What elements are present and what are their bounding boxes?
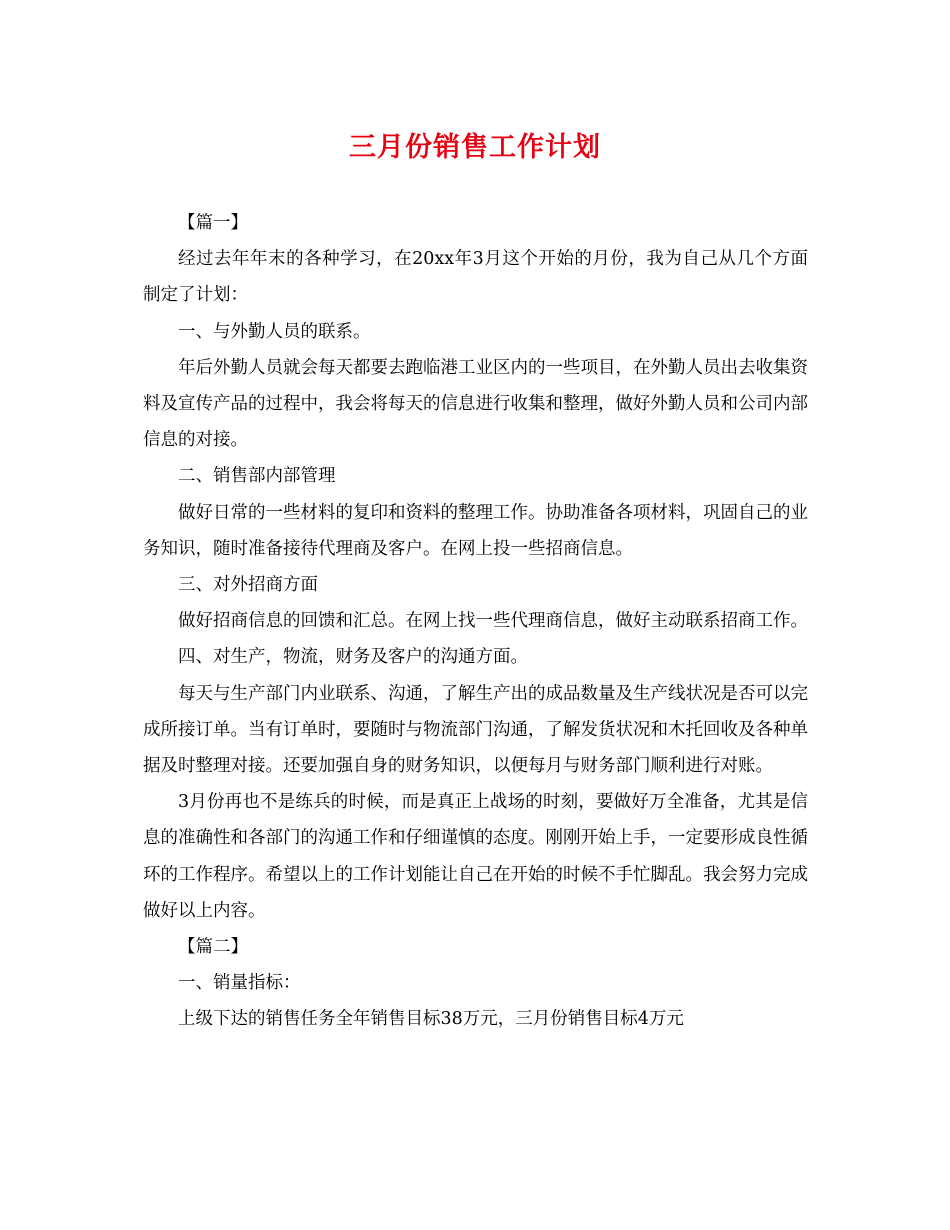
subheading: 三、对外招商方面 <box>178 575 318 596</box>
paragraph: 年后外勤人员就会每天都要去跑临港工业区内的一些项目，在外勤人员出去收集资料及宣传产品的过程中，我会将每天的信息进行收集和整理，做好外勤人员和公司内部信息的对接。 <box>143 357 808 451</box>
paragraph: 每天与生产部门内业联系、沟通，了解生产出的成品数量及生产线状况是否可以完成所接订单。当有订单时，要随时与物流部门沟通，了解发货状况和木托回收及各种单据及时整理对接。还要加强自身的财务知识，以便每月与财务部门顺利进行对账。 <box>143 683 808 777</box>
section-heading: 【篇一】 <box>178 213 248 233</box>
subheading: 二、销售部内部管理 <box>178 466 336 487</box>
subheading: 一、销量指标： <box>178 973 301 994</box>
paragraph: 做好日常的一些材料的复印和资料的整理工作。协助准备各项材料，巩固自己的业务知识，随时准备接待代理商及客户。在网上投一些招商信息。 <box>143 502 808 559</box>
subheading: 一、与外勤人员的联系。 <box>178 321 371 342</box>
document-title: 三月份销售工作计划 <box>349 132 601 163</box>
paragraph: 上级下达的销售任务全年销售目标38万元，三月份销售目标4万元 <box>178 1009 684 1030</box>
subheading: 四、对生产，物流，财务及客户的沟通方面。 <box>178 647 528 668</box>
document-body <box>143 205 808 1038</box>
paragraph: 经过去年年末的各种学习，在20xx年3月这个开始的月份，我为自己从几个方面制定了计划： <box>143 249 808 306</box>
paragraph: 做好招商信息的回馈和汇总。在网上找一些代理商信息，做好主动联系招商工作。 <box>178 611 808 632</box>
section-heading: 【篇二】 <box>178 937 248 958</box>
paragraph: 3月份再也不是练兵的时候，而是真正上战场的时刻，要做好万全准备，尤其是信息的准确性和各部门的沟通工作和仔细谨慎的态度。刚刚开始上手，一定要形成良性循环的工作程序。希望以上的工作计划能让自己在开始的时候不手忙脚乱。我会努力完成做好以上内容。 <box>143 792 808 921</box>
